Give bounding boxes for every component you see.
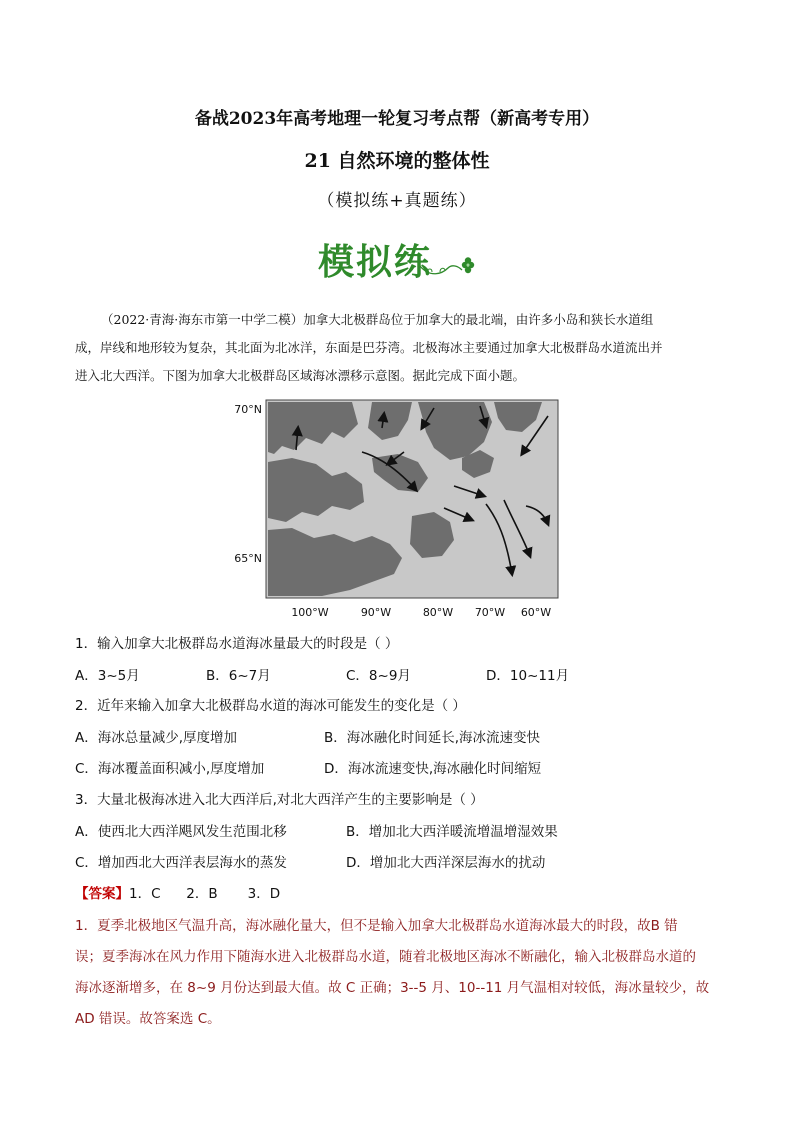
latitude-label: 65°N [234,552,262,565]
longitude-label: 60°W [520,606,552,619]
question-option: B．增加北大西洋暖流增温增湿效果 [346,824,558,840]
explanation-line: AD 错误。故答案选 C。 [75,1011,221,1027]
question-option: A．使西北大西洋飓风发生范围北移 [75,824,287,840]
question-stem: 3．大量北极海冰进入北大西洋后,对北大西洋产生的主要影响是（ ） [75,792,484,808]
clover-vine-icon [418,252,478,282]
longitude-label: 100°W [291,606,329,619]
question-option: B．海冰融化时间延长,海冰流速变快 [324,730,541,746]
chapter-title: 21 自然环境的整体性 [304,150,490,172]
question-option: A．3~5月 [75,668,140,684]
question-option: A．海冰总量减少,厚度增加 [75,730,238,746]
question-stem: 1．输入加拿大北极群岛水道海冰量最大的时段是（ ） [75,636,399,652]
answer-label: 【答案】 [75,886,129,902]
longitude-label: 70°W [474,606,506,619]
latitude-labels [234,403,262,565]
document-title: 备战2023年高考地理一轮复习考点帮（新高考专用） [194,109,600,129]
passage-line: （2022·青海·海东市第一中学二模）加拿大北极群岛位于加拿大的最北端，由许多小岛和狭长水道组 [101,312,654,327]
sea-ice-drift-map [222,398,566,624]
question-option: D．增加北大西洋深层海水的扰动 [346,855,546,871]
answer-values: 1．C 2．B 3．D [129,886,281,902]
longitude-label: 90°W [360,606,392,619]
question-option: C．增加西北大西洋表层海水的蒸发 [75,855,287,871]
question-option: D．海冰流速变快,海冰融化时间缩短 [324,761,542,777]
question-option: B．6~7月 [206,668,271,684]
section-logo [318,232,488,282]
passage-line: 成，岸线和地形较为复杂，其北面为北冰洋，东面是巴芬湾。北极海冰主要通过加拿大北极群岛水道流出并 [75,340,663,355]
answer-line [75,882,280,902]
passage-line: 进入北大西洋。下图为加拿大北极群岛区域海冰漂移示意图。据此完成下面小题。 [75,368,526,383]
longitude-label: 80°W [422,606,454,619]
document-subtitle: （模拟练+真题练） [317,191,477,211]
latitude-label: 70°N [234,403,262,416]
explanation-line: 海冰逐渐增多，在 8~9 月份达到最大值。故 C 正确；3--5 月、10--11 月气温相对较低，海冰量较少，故 [75,980,710,996]
question-stem: 2．近年来输入加拿大北极群岛水道的海冰可能发生的变化是（ ） [75,698,466,714]
explanation-line: 1．夏季北极地区气温升高，海冰融化量大，但不是输入加拿大北极群岛水道海冰最大的时段，故B 错 [75,918,678,934]
explanation-line: 误；夏季海冰在风力作用下随海水进入北极群岛水道，随着北极地区海冰不断融化，输入北极群岛水道的 [75,949,696,965]
section-logo-text: 模拟练 [318,242,433,283]
question-option: C．8~9月 [346,668,411,684]
question-option: C．海冰覆盖面积减小,厚度增加 [75,761,265,777]
longitude-labels [291,606,551,619]
question-option: D．10~11月 [486,668,570,684]
